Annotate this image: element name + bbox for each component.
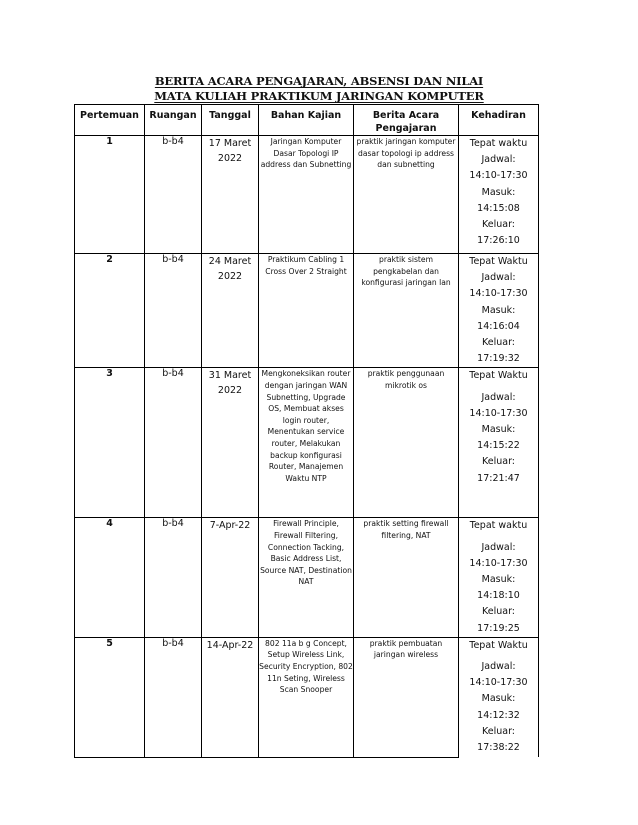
table-row	[75, 637, 539, 757]
attendance-schedule-label: Jadwal:	[481, 391, 516, 403]
header-bahan-kajian: Bahan Kajian	[259, 105, 354, 136]
row-topic: Firewall Principle, Firewall Filtering, Connection Tacking, Basic Address List, Source NAT, Destination NAT	[259, 518, 354, 637]
title-line-2: MATA KULIAH PRAKTIKUM JARINGAN KOMPUTER	[154, 89, 484, 103]
row-topic: Jaringan Komputer Dasar Topologi IP address dan Subnetting	[259, 136, 354, 254]
attendance-schedule: 14:10-17:30	[469, 170, 528, 182]
row-topic: 802 11a b g Concept, Setup Wireless Link, Security Encryption, 802 11n Seting, Wireless Scan Snooper	[259, 637, 354, 757]
row-number: 1	[75, 136, 145, 254]
attendance-schedule: 14:10-17:30	[469, 677, 528, 689]
row-room: b-b4	[145, 637, 202, 757]
attendance-out-label: Keluar:	[481, 606, 516, 618]
row-number: 5	[75, 637, 145, 757]
attendance-status: Tepat waktu	[469, 138, 528, 149]
attendance-in-label: Masuk:	[481, 424, 516, 436]
row-attendance	[459, 637, 539, 757]
table-row	[75, 368, 539, 518]
row-report: praktik jaringan komputer dasar topologi ip address dan subnetting	[354, 136, 459, 254]
attendance-out-label: Keluar:	[481, 456, 516, 468]
attendance-in-label: Masuk:	[481, 304, 516, 316]
attendance-schedule-label: Jadwal:	[481, 272, 516, 284]
attendance-status: Tepat Waktu	[469, 256, 528, 267]
row-attendance	[459, 368, 539, 518]
row-report: praktik pembuatan jaringan wireless	[354, 637, 459, 757]
attendance-status: Tepat Waktu	[469, 639, 528, 651]
row-report: praktik penggunaan mikrotik os	[354, 368, 459, 518]
row-date: 17 Maret 2022	[202, 136, 259, 254]
header-berita-acara: Berita Acara Pengajaran	[354, 105, 459, 136]
attendance-schedule: 14:10-17:30	[469, 557, 528, 569]
table-row	[75, 518, 539, 637]
attendance-schedule: 14:10-17:30	[469, 407, 528, 419]
row-number: 3	[75, 368, 145, 518]
row-attendance	[459, 518, 539, 637]
attendance-out-label: Keluar:	[481, 725, 516, 737]
attendance-schedule: 14:10-17:30	[469, 288, 528, 300]
attendance-out: 17:21:47	[477, 472, 520, 484]
row-number: 2	[75, 254, 145, 368]
row-attendance	[459, 136, 539, 254]
attendance-schedule-label: Jadwal:	[481, 541, 516, 553]
header-pertemuan: Pertemuan	[75, 105, 145, 136]
row-date: 7-Apr-22	[202, 518, 259, 637]
attendance-schedule-label: Jadwal:	[481, 661, 516, 673]
row-report: praktik sistem pengkabelan dan konfigurasi jaringan lan	[354, 254, 459, 368]
attendance-in-label: Masuk:	[481, 186, 516, 198]
attendance-in: 14:15:08	[477, 202, 520, 214]
attendance-out: 17:26:10	[477, 235, 520, 247]
row-date: 14-Apr-22	[202, 637, 259, 757]
attendance-table	[74, 104, 539, 758]
attendance-in-label: Masuk:	[481, 574, 516, 586]
row-topic: Mengkoneksikan router dengan jaringan WAN Subnetting, Upgrade OS, Membuat akses login router, Menentukan service router, Melakukan backup konfigurasi Router, Manajemen Waktu NTP	[259, 368, 354, 518]
row-date: 31 Maret 2022	[202, 368, 259, 518]
row-date: 24 Maret 2022	[202, 254, 259, 368]
row-room: b-b4	[145, 254, 202, 368]
attendance-in: 14:18:10	[477, 590, 520, 602]
row-attendance	[459, 254, 539, 368]
attendance-out-label: Keluar:	[481, 337, 516, 349]
attendance-out: 17:38:22	[477, 742, 520, 754]
attendance-status: Tepat Waktu	[469, 370, 528, 382]
header-ruangan: Ruangan	[145, 105, 202, 136]
attendance-in-label: Masuk:	[481, 693, 516, 705]
attendance-in: 14:12:32	[477, 709, 520, 721]
header-kehadiran: Kehadiran	[459, 105, 539, 136]
row-number: 4	[75, 518, 145, 637]
table-row	[75, 136, 539, 254]
title-line-1: BERITA ACARA PENGAJARAN, ABSENSI DAN NILAI	[154, 74, 484, 88]
row-room: b-b4	[145, 518, 202, 637]
attendance-out-label: Keluar:	[481, 219, 516, 231]
attendance-status: Tepat waktu	[469, 520, 528, 532]
row-topic: Praktikum Cabling 1 Cross Over 2 Straight	[259, 254, 354, 368]
row-report: praktik setting firewall filtering, NAT	[354, 518, 459, 637]
row-room: b-b4	[145, 368, 202, 518]
row-room: b-b4	[145, 136, 202, 254]
table-header-row	[75, 105, 539, 136]
attendance-out: 17:19:25	[477, 622, 520, 634]
attendance-schedule-label: Jadwal:	[481, 154, 516, 166]
attendance-in: 14:16:04	[477, 320, 520, 332]
attendance-out: 17:19:32	[477, 353, 520, 365]
attendance-in: 14:15:22	[477, 440, 520, 452]
document-title	[0, 74, 638, 104]
header-tanggal: Tanggal	[202, 105, 259, 136]
table-row	[75, 254, 539, 368]
